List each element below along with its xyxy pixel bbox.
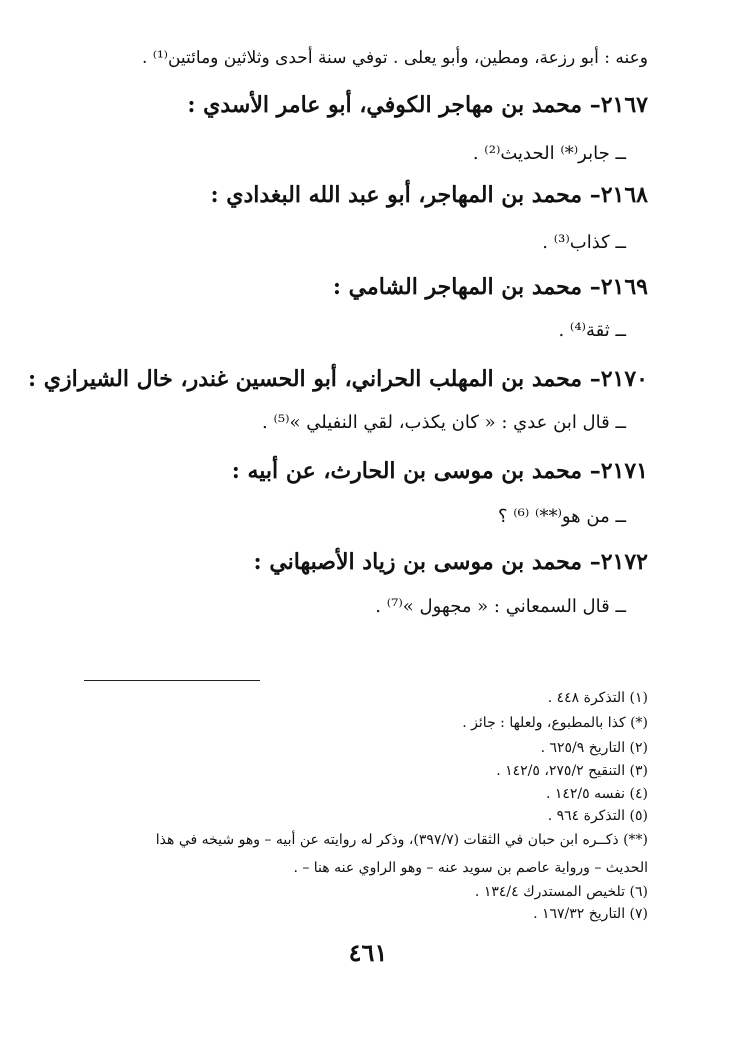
entry-heading-2168: ٢١٦٨– محمد بن المهاجر، أبو عبد الله البغدادي :	[210, 182, 648, 208]
entry-detail-2171: ــ من هو⁽**⁾ ⁽⁶⁾ ؟	[497, 506, 626, 527]
entry-heading-2171: ٢١٧١– محمد بن موسى بن الحارث، عن أبيه :	[231, 458, 648, 484]
entry-heading-2170: ٢١٧٠– محمد بن المهلب الحراني، أبو الحسين غندر، خال الشيرازي :	[28, 366, 648, 392]
intro-line: وعنه : أبو رزعة، ومطين، وأبو يعلى . توفي سنة أحدى وثلاثين ومائتين⁽¹⁾ .	[141, 48, 648, 68]
page-number: ٤٦١	[348, 938, 388, 967]
footnote-double-star-cont: الحديث – ورواية عاصم بن سويد عنه – وهو الراوي عنه هنا – .	[293, 860, 648, 876]
footnote-6: (٦) تلخيص المستدرك ١٣٤/٤ .	[474, 884, 648, 900]
entry-heading-2172: ٢١٧٢– محمد بن موسى بن زياد الأصبهاني :	[253, 549, 648, 575]
footnote-double-star: (**) ذكــره ابن حبان في الثقات (٣٩٧/٧)، وذكر له روايته عن أبيه – وهو شيخه في هذا	[155, 832, 648, 848]
footnote-1: (١) التذكرة ٤٤٨ .	[547, 690, 648, 706]
entry-detail-2172: ــ قال السمعاني : « مجهول »⁽⁷⁾ .	[375, 596, 626, 617]
entry-detail-2170: ــ قال ابن عدي : « كان يكذب، لقي النفيلي »⁽⁵⁾ .	[262, 412, 626, 433]
footnote-divider	[84, 680, 260, 681]
footnote-2: (٢) التاريخ ٦٢٥/٩ .	[540, 740, 648, 756]
entry-detail-2167: ــ جابر⁽*⁾ الحديث⁽²⁾ .	[472, 143, 626, 164]
entry-detail-2168: ــ كذاب⁽³⁾ .	[542, 232, 626, 253]
footnote-7: (٧) التاريخ ١٦٧/٣٢ .	[533, 906, 648, 922]
footnote-4: (٤) نفسه ١٤٢/٥ .	[545, 786, 648, 802]
footnote-star: (*) كذا بالمطبوع، ولعلها : جائز .	[462, 715, 648, 731]
entry-detail-2169: ــ ثقة⁽⁴⁾ .	[558, 320, 626, 341]
footnote-5: (٥) التذكرة ٩٦٤ .	[547, 808, 648, 824]
entry-heading-2167: ٢١٦٧– محمد بن مهاجر الكوفي، أبو عامر الأسدي :	[187, 92, 648, 118]
entry-heading-2169: ٢١٦٩– محمد بن المهاجر الشامي :	[332, 274, 648, 300]
footnote-3: (٣) التنقيح ٢٧٥/٢، ١٤٢/٥ .	[496, 763, 648, 779]
